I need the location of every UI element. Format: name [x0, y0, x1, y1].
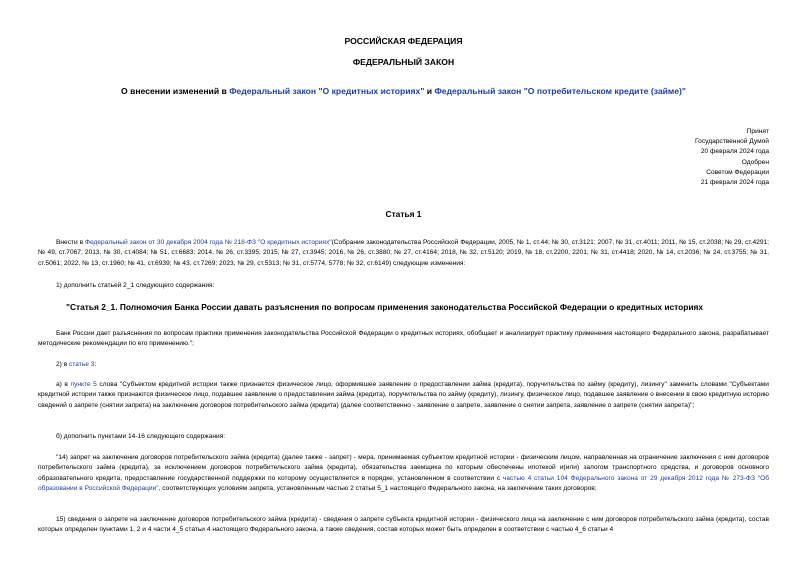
- law-type-heading: ФЕДЕРАЛЬНЫЙ ЗАКОН: [352, 57, 455, 67]
- item-a-text: слова "Субъектом кредитной истории также признается физическое лицо, оформившее заявление о предоставлении займа (кредита), поручительства по займу (кредиту), лизингу" заменить словами "Субъектами кредитной истории также признаются физическое лицо, подавшее заявление о предоставлении займа (кредита), поручительства по займу (кредиту), лизингу, физическое лицо, подавшее заявление о внесении в свою кредитную историю сведений о запрете (снятии запрета) на заключение договоров потребительского займа (кредита) (далее соответственно - заявление о запрете, заявление о снятии запрета, заявление о запрете (снятии запрета)";: [38, 381, 769, 409]
- adoption-block: [695, 127, 769, 188]
- point-15: 15) сведения о запрете на заключение договоров потребительского займа (кредита) - сведения о запрете субъекта кредитной истории - физического лица на заключение с ним договоров потребительского займа (кредита), состав которых определен пунктами 1, 2 и 4 части 4_5 статьи 4 настоящего Федерального закона, а также сведения, состав которых может быть определен в соответствии с частью 4_6 статьи 4: [38, 516, 769, 534]
- item-2: [38, 360, 769, 370]
- education-law-link[interactable]: частью 4 статьи 104 Федерального закона от 29 декабря 2012 года № 273-ФЗ "Об образовании в Российской Федерации": [38, 474, 769, 492]
- adoption-line: 20 февраля 2024 года: [700, 148, 769, 156]
- item-2-suffix: :: [94, 361, 97, 368]
- article-2-1-text: Банк России дает разъяснения по вопросам практики применения законодательства Российской Федерации о кредитных историях, обобщает и анализирует практику применения настоящего Федерального закона, разрабатывает методические рекомендации по его применению.";: [38, 330, 769, 348]
- point-5-link[interactable]: пункте 5: [70, 381, 97, 388]
- adoption-line: Одобрен: [741, 158, 769, 166]
- item-a-prefix: а) в: [56, 381, 71, 388]
- credit-history-law-link[interactable]: Федеральный закон "О кредитных историях": [229, 86, 425, 96]
- intro-prefix: Внести в: [56, 239, 85, 246]
- title-prefix: О внесении изменений в: [121, 86, 230, 96]
- article-3-link[interactable]: статье 3: [69, 361, 95, 368]
- item-1: 1) дополнить статьей 2_1 следующего содержания:: [56, 282, 215, 289]
- intro-paragraph: [38, 238, 769, 269]
- adoption-line: Государственной Думой: [695, 138, 769, 146]
- title-mid: и: [424, 86, 435, 96]
- country-heading: РОССИЙСКАЯ ФЕДЕРАЦИЯ: [344, 36, 463, 46]
- point-14-text: "14) запрет на заключение договоров потребительского займа (кредита) (далее также - запрет) - мера, принимаемая субъектом кредитной истории - физическим лицом, направленная на ограничение заключения с ним договоров потребительского займа (кредита), за исключением договоров потребительского займа (кредита), обязательства заемщика по которым обеспечены ипотекой и(или) залогом транспортного средства, и договоров основного образовательного кредита, предоставление государственной поддержки по которому осуществляется в порядке, установленном в соответствии с: [38, 454, 769, 482]
- adoption-line: Принят: [746, 128, 769, 135]
- article-title: Статья 1: [385, 209, 422, 219]
- article-2-1-title: "Статья 2_1. Полномочия Банка России давать разъяснения по вопросам применения законодательства Российской Федерации о кредитных историях: [66, 302, 704, 312]
- intro-text: (Собрание законодательства Российской Федерации, 2005, № 1, ст.44; № 30, ст.3121; 2007, № 31, ст.4011; 2011, № 15, ст.2038; № 29, ст.4291; № 49, ст.7067; 2013, № 30, ст.4084; № 51, ст.6683; 2014, № 26, ст.3395; 2015, № 27, ст.3945; 2016, № 26, ст.3880; № 27, ст.4164; 2018, № 32, ст.5120; 2019, № 18, ст.2200, 2201; № 31, ст.4418; 2020, № 14, ст.2036; № 24, ст.3755; № 31, ст.5061; 2022, № 13, ст.1960; № 41, ст.6939; № 43, ст.7269; 2023, № 29, ст.5313; № 31, ст.5774, 5778; № 32, ст.6149) следующие изменения:: [38, 239, 769, 267]
- item-a: [38, 380, 769, 411]
- adoption-line: Советом Федерации: [706, 168, 769, 176]
- point-14: [38, 453, 769, 494]
- consumer-credit-law-link[interactable]: Федеральный закон "О потребительском кредите (займе)": [434, 86, 686, 96]
- item-b: б) дополнить пунктами 14-16 следующего содержания:: [56, 433, 226, 440]
- law-218-link[interactable]: Федеральный закон от 30 декабря 2004 года № 218-ФЗ "О кредитных историях": [84, 239, 332, 246]
- point-14-text-end: , соответствующих условиям запрета, установленным частью 2 статьи 5_1 настоящего Федерального закона, на заключение таких договоров;: [158, 484, 597, 492]
- law-title: [30, 86, 777, 96]
- item-2-prefix: 2) в: [56, 361, 70, 368]
- adoption-line: 21 февраля 2024 года: [700, 179, 769, 187]
